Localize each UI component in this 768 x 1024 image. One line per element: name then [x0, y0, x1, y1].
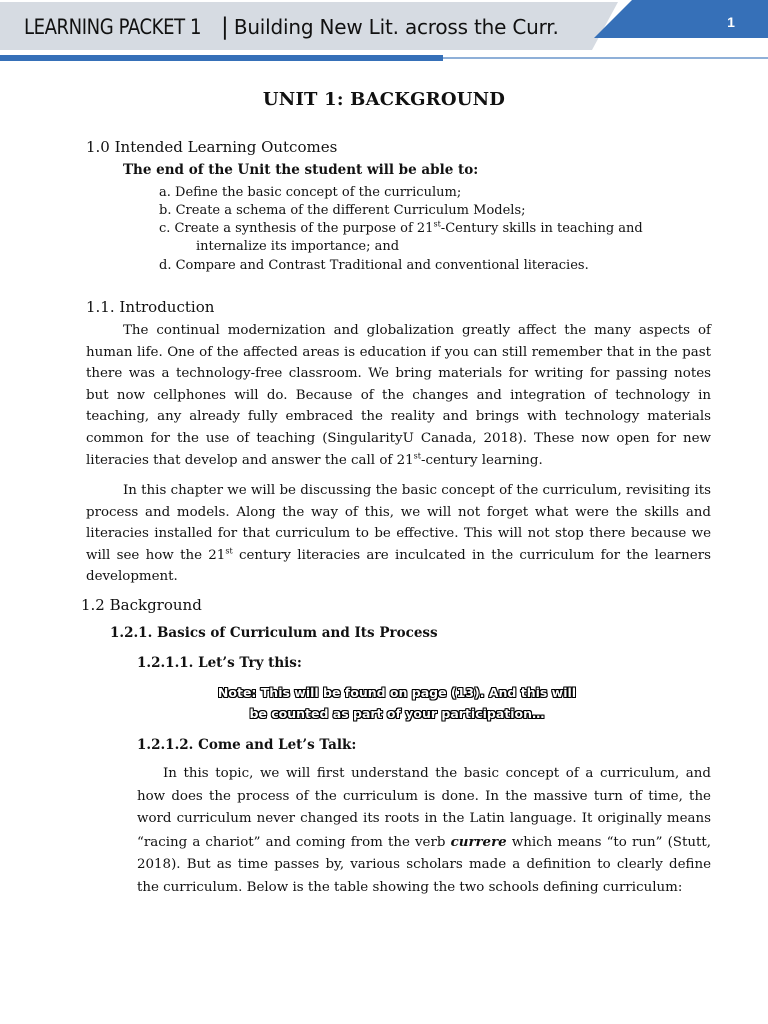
outcome-item-c: c. Create a synthesis of the purpose of 21st-Century skills in teaching and [159, 219, 643, 236]
outcome-item-d: d. Compare and Contrast Traditional and conventional literacies. [159, 258, 589, 273]
outcome-item-b: b. Create a schema of the different Curriculum Models; [159, 203, 526, 218]
introduction-heading: 1.1. Introduction [86, 298, 215, 316]
note-line-1: Note: This will be found on page (13). And this will [217, 685, 577, 700]
note-line-2: be counted as part of your participation… [249, 706, 545, 721]
background-heading: 1.2 Background [81, 596, 202, 614]
outcome-item-c-continued: internalize its importance; and [196, 239, 400, 254]
page-number: 1 [727, 14, 735, 30]
lets-try-heading: 1.2.1.1. Let’s Try this: [137, 655, 302, 671]
introduction-paragraph-1: The continual modernization and globalization greatly affect the many aspects of human life. One of the affected areas is education if you can still remember that in the past there was a technology-free classroom. We bring materials for writing for passing notes but now cellphones will do. Because of the changes and integration of technology in teaching, any already fully embraced the reality and brings with technology materials common for the use of teaching (SingularityU Canada, 2018). These now open for new literacies that develop and answer the call of 21st-century learning. [86, 323, 711, 468]
outcomes-heading: 1.0 Intended Learning Outcomes [86, 138, 338, 156]
outcome-item-a: a. Define the basic concept of the curriculum; [159, 185, 462, 200]
curriculum-paragraph: In this topic, we will first understand the basic concept of a curriculum, and how does the process of the curriculum is done. In the massive turn of time, the word curriculum never changed its roots in the Latin language. It originally means “racing a chariot” and coming from the verb currere which means “to run” (Stutt, 2018). But as time passes by, various scholars made a definition to clearly define the curriculum. Below is the table showing the two schools defining curriculum: [137, 766, 711, 895]
packet-label: LEARNING PACKET 1 [24, 15, 202, 39]
introduction-paragraph-2: In this chapter we will be discussing the basic concept of the curriculum, revisiting its process and models. Along the way of this, we will not forget what were the skills and literacies installed for that curriculum to be effective. This will not stop there because we will see how the 21st century literacies are inculcated in the curriculum for the learners development. [86, 483, 711, 585]
header-title [24, 14, 559, 40]
come-and-talk-heading: 1.2.1.2. Come and Let’s Talk: [137, 737, 357, 753]
participation-note [150, 682, 644, 724]
header-subtitle: Building New Lit. across the Curr. [233, 15, 559, 39]
subsection-basics-heading: 1.2.1. Basics of Curriculum and Its Process [110, 625, 438, 641]
outcomes-lead: The end of the Unit the student will be able to: [123, 162, 479, 178]
unit-title: UNIT 1: BACKGROUND [262, 89, 506, 110]
header-separator: | [220, 14, 229, 40]
